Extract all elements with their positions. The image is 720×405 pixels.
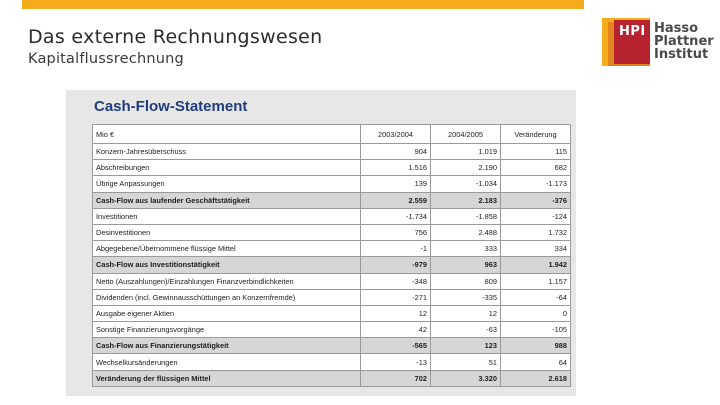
value-2004-2005: 51	[431, 354, 501, 370]
value-2003-2004: -13	[361, 354, 431, 370]
value-change: 0	[501, 305, 571, 321]
logo-line-2: Plattner	[654, 34, 714, 49]
table-row	[93, 208, 571, 224]
value-change: 988	[501, 338, 571, 354]
row-label: Cash-Flow aus Investitionstätigkeit	[93, 257, 361, 273]
logo-mark-text: HPI	[619, 24, 646, 39]
value-2004-2005: 1.019	[431, 144, 501, 160]
value-change: 115	[501, 144, 571, 160]
value-2004-2005: -63	[431, 322, 501, 338]
value-change: -105	[501, 322, 571, 338]
value-2004-2005: 12	[431, 305, 501, 321]
value-2004-2005: 123	[431, 338, 501, 354]
column-header-change: Veränderung	[501, 125, 571, 144]
value-change: 682	[501, 160, 571, 176]
column-header-2004-2005: 2004/2005	[431, 125, 501, 144]
page-subtitle: Kapitalflussrechnung	[28, 51, 184, 67]
value-2003-2004: 702	[361, 370, 431, 386]
value-2004-2005: 963	[431, 257, 501, 273]
value-change: 1.732	[501, 224, 571, 240]
row-label: Cash-Flow aus Finanzierungstätigkeit	[93, 338, 361, 354]
table-row	[93, 289, 571, 305]
logo-line-3: Institut	[654, 47, 709, 62]
value-2004-2005: 3.320	[431, 370, 501, 386]
row-label: Konzern-Jahresüberschuss	[93, 144, 361, 160]
value-2003-2004: -1	[361, 241, 431, 257]
subtotal-row	[93, 257, 571, 273]
value-2003-2004: 904	[361, 144, 431, 160]
value-2003-2004: 756	[361, 224, 431, 240]
column-header-unit: Mio €	[93, 125, 361, 144]
row-label: Wechselkursänderungen	[93, 354, 361, 370]
table-row	[93, 160, 571, 176]
table-row	[93, 144, 571, 160]
value-2004-2005: 2.183	[431, 192, 501, 208]
accent-bar	[22, 0, 584, 9]
logo-mark	[602, 18, 650, 66]
row-label: Sonstige Finanzierungsvorgänge	[93, 322, 361, 338]
cash-flow-table	[92, 124, 571, 387]
value-2003-2004: -979	[361, 257, 431, 273]
row-label: Investitionen	[93, 208, 361, 224]
row-label: Veränderung der flüssigen Mittel	[93, 370, 361, 386]
value-2003-2004: 42	[361, 322, 431, 338]
table-row	[93, 354, 571, 370]
logo-wordmark	[654, 22, 714, 61]
row-label: Abgegebene/Übernommene flüssige Mittel	[93, 241, 361, 257]
value-2004-2005: 809	[431, 273, 501, 289]
value-2003-2004: 1.516	[361, 160, 431, 176]
value-change: 2.618	[501, 370, 571, 386]
table-row	[93, 241, 571, 257]
value-change: 1.157	[501, 273, 571, 289]
value-2004-2005: -1.858	[431, 208, 501, 224]
row-label: Dividenden (incl. Gewinnausschüttungen an Konzernfremde)	[93, 289, 361, 305]
subtotal-row	[93, 370, 571, 386]
row-label: Übrige Anpassungen	[93, 176, 361, 192]
table-header-row	[93, 125, 571, 144]
value-2003-2004: -565	[361, 338, 431, 354]
value-2004-2005: 333	[431, 241, 501, 257]
value-change: -376	[501, 192, 571, 208]
value-2003-2004: 139	[361, 176, 431, 192]
value-2004-2005: -335	[431, 289, 501, 305]
statement-title: Cash-Flow-Statement	[94, 98, 248, 115]
cash-flow-statement-image	[66, 90, 576, 396]
row-label: Cash-Flow aus laufender Geschäftstätigkeit	[93, 192, 361, 208]
table-row	[93, 224, 571, 240]
value-change: -64	[501, 289, 571, 305]
row-label: Desinvestitionen	[93, 224, 361, 240]
subtotal-row	[93, 338, 571, 354]
value-2003-2004: 2.559	[361, 192, 431, 208]
value-change: 64	[501, 354, 571, 370]
table-row	[93, 176, 571, 192]
hpi-logo	[602, 18, 714, 68]
value-change: -124	[501, 208, 571, 224]
row-label: Abschreibungen	[93, 160, 361, 176]
value-change: 1.942	[501, 257, 571, 273]
table-row	[93, 305, 571, 321]
row-label: Ausgabe eigener Aktien	[93, 305, 361, 321]
value-change: -1.173	[501, 176, 571, 192]
row-label: Netto (Auszahlungen)/Einzahlungen Finanzverbindlichkeiten	[93, 273, 361, 289]
value-2004-2005: 2.488	[431, 224, 501, 240]
value-2003-2004: -271	[361, 289, 431, 305]
value-2003-2004: 12	[361, 305, 431, 321]
value-2004-2005: -1.034	[431, 176, 501, 192]
logo-line-1: Hasso	[654, 21, 699, 36]
column-header-2003-2004: 2003/2004	[361, 125, 431, 144]
value-change: 334	[501, 241, 571, 257]
page-title: Das externe Rechnungswesen	[28, 26, 323, 48]
value-2003-2004: -348	[361, 273, 431, 289]
value-2003-2004: -1.734	[361, 208, 431, 224]
table-row	[93, 322, 571, 338]
subtotal-row	[93, 192, 571, 208]
table-row	[93, 273, 571, 289]
value-2004-2005: 2.190	[431, 160, 501, 176]
